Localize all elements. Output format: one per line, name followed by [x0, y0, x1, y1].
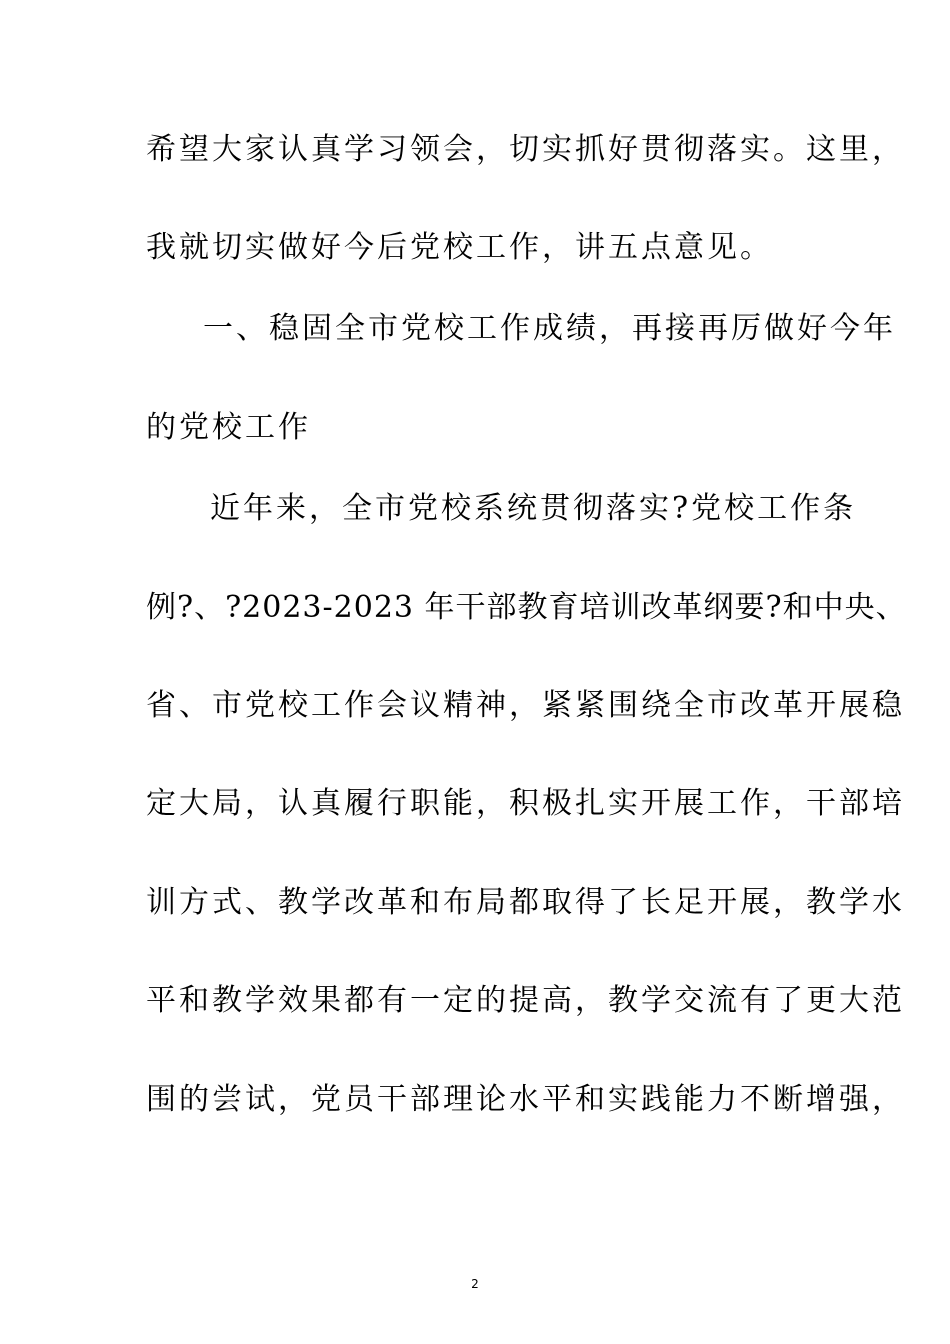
- text-line-2: 我就切实做好今后党校工作，讲五点意见。: [146, 230, 773, 265]
- page-number: 2: [471, 1277, 479, 1291]
- text-line-6: 例?、?2023-2023 年干部教育培训改革纲要?和中央、: [146, 590, 907, 625]
- text-line-5: 近年来，全市党校系统贯彻落实?党校工作条: [210, 491, 857, 526]
- text-line-11: 围的尝试，党员干部理论水平和实践能力不断增强，: [146, 1082, 905, 1117]
- section-heading-line-1: 一、稳固全市党校工作成绩，再接再厉做好今年: [203, 311, 896, 346]
- section-heading-line-2: 的党校工作: [146, 410, 311, 445]
- text-line-1: 希望大家认真学习领会，切实抓好贯彻落实。这里，: [146, 132, 905, 167]
- text-line-9: 训方式、教学改革和布局都取得了长足开展，教学水: [146, 885, 905, 920]
- text-line-7: 省、市党校工作会议精神，紧紧围绕全市改革开展稳: [146, 688, 905, 723]
- text-line-8: 定大局，认真履行职能，积极扎实开展工作，干部培: [146, 786, 905, 821]
- text-line-10: 平和教学效果都有一定的提高，教学交流有了更大范: [146, 983, 905, 1018]
